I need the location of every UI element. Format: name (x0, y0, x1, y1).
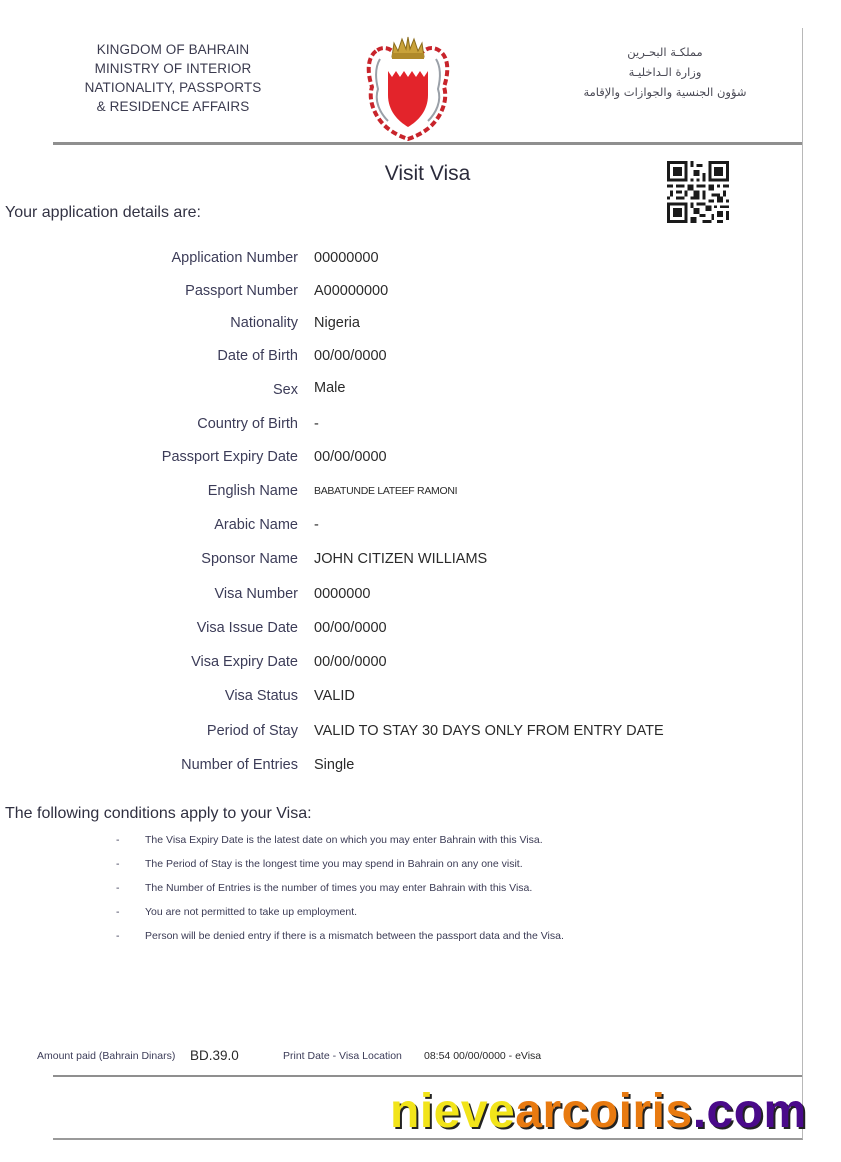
field-label: English Name (207, 483, 298, 499)
field-label: Arabic Name (214, 517, 298, 533)
bullet-dash: - (116, 858, 120, 870)
field-label: Number of Entries (181, 757, 298, 773)
field-label: Sex (273, 382, 298, 398)
field-value: 00/00/0000 (314, 620, 387, 636)
watermark-part1: nieve (390, 1085, 516, 1138)
field-value: JOHN CITIZEN WILLIAMS (314, 551, 488, 567)
field-value: - (314, 517, 319, 533)
field-value: VALID (314, 688, 355, 704)
condition-text: The Visa Expiry Date is the latest date on which you may enter Bahrain with this Visa. (145, 834, 543, 846)
field-value: 0000000 (314, 586, 371, 602)
print-date-value: 08:54 00/00/0000 - eVisa (424, 1050, 542, 1062)
field-period-of-stay (53, 723, 802, 745)
field-passport-expiry-date (53, 449, 802, 471)
document-title: Visit Visa (384, 162, 471, 185)
condition-text: The Number of Entries is the number of times you may enter Bahrain with this Visa. (145, 882, 533, 894)
field-value: BABATUNDE LATEEF RAMONI (314, 485, 458, 497)
condition-item (116, 930, 564, 954)
payment-footer (37, 1045, 802, 1077)
field-arabic-name (53, 517, 802, 539)
field-value: 00/00/0000 (314, 449, 387, 465)
field-number-of-entries (53, 757, 802, 779)
bullet-dash: - (116, 906, 120, 918)
condition-text: You are not permitted to take up employment. (145, 906, 358, 918)
field-label: Sponsor Name (201, 551, 298, 567)
field-country-of-birth (53, 416, 802, 438)
ministry-line-arabic: شؤون الجنسية والجوازات والإقامة (583, 85, 747, 99)
ministry-name-english (53, 40, 293, 116)
field-label: Date of Birth (217, 348, 298, 364)
field-label: Nationality (230, 315, 298, 331)
conditions-list (116, 834, 564, 954)
amount-paid-value: BD.39.0 (190, 1048, 239, 1063)
field-label: Passport Expiry Date (161, 449, 298, 465)
field-date-of-birth (53, 348, 802, 370)
field-passport-number (53, 283, 802, 305)
field-value: - (314, 416, 319, 432)
document-header (53, 28, 802, 145)
watermark-part3: .com (692, 1085, 807, 1138)
field-value: Nigeria (314, 315, 360, 331)
field-value: 00000000 (314, 250, 379, 266)
ministry-line: MINISTRY OF INTERIOR (94, 61, 252, 76)
ministry-line-arabic: وزارة الـداخليـة (628, 65, 702, 79)
ministry-line-arabic: مملكـة البحـرين (627, 45, 703, 59)
field-label: Country of Birth (197, 416, 298, 432)
field-value: VALID TO STAY 30 DAYS ONLY FROM ENTRY DATE (314, 723, 664, 739)
watermark-part2: arcoiris (515, 1085, 693, 1138)
field-value: Single (314, 757, 355, 773)
field-label: Visa Number (214, 586, 298, 602)
condition-item (116, 906, 564, 930)
ministry-line: NATIONALITY, PASSPORTS (84, 80, 262, 95)
condition-item (116, 858, 564, 882)
field-visa-number (53, 586, 802, 608)
condition-text: The Period of Stay is the longest time you may spend in Bahrain on any one visit. (145, 858, 523, 870)
condition-text: Person will be denied entry if there is a mismatch between the passport data and the Visa. (145, 930, 564, 942)
application-details-heading: Your application details are: (5, 204, 201, 221)
field-label: Passport Number (185, 283, 298, 299)
ministry-line: KINGDOM OF BAHRAIN (96, 42, 250, 57)
field-label: Visa Expiry Date (191, 654, 298, 670)
bullet-dash: - (116, 930, 120, 942)
amount-paid-label: Amount paid (Bahrain Dinars) (37, 1050, 176, 1062)
field-label: Period of Stay (206, 723, 298, 739)
field-application-number (53, 250, 802, 272)
condition-item (116, 834, 564, 858)
bullet-dash: - (116, 882, 120, 894)
field-visa-issue-date (53, 620, 802, 642)
field-label: Visa Issue Date (196, 620, 298, 636)
conditions-heading: The following conditions apply to your Visa: (5, 805, 312, 822)
field-value: A00000000 (314, 283, 389, 299)
qr-code-icon (667, 161, 729, 223)
field-label: Visa Status (224, 688, 298, 704)
field-value: Male (314, 380, 346, 396)
field-sponsor-name (53, 551, 802, 573)
watermark (390, 1084, 807, 1140)
print-date-label: Print Date - Visa Location (283, 1050, 402, 1062)
bahrain-coat-of-arms-icon (362, 29, 454, 141)
ministry-name-arabic (550, 42, 780, 102)
field-value: 00/00/0000 (314, 348, 387, 364)
visa-document (5, 28, 803, 1140)
field-visa-expiry-date (53, 654, 802, 676)
condition-item (116, 882, 564, 906)
field-visa-status (53, 688, 802, 710)
field-sex (53, 380, 802, 402)
field-label: Application Number (171, 250, 298, 266)
bullet-dash: - (116, 834, 120, 846)
field-value: 00/00/0000 (314, 654, 387, 670)
ministry-line: & RESIDENCE AFFAIRS (96, 99, 250, 114)
field-english-name (53, 483, 802, 505)
field-nationality (53, 315, 802, 337)
